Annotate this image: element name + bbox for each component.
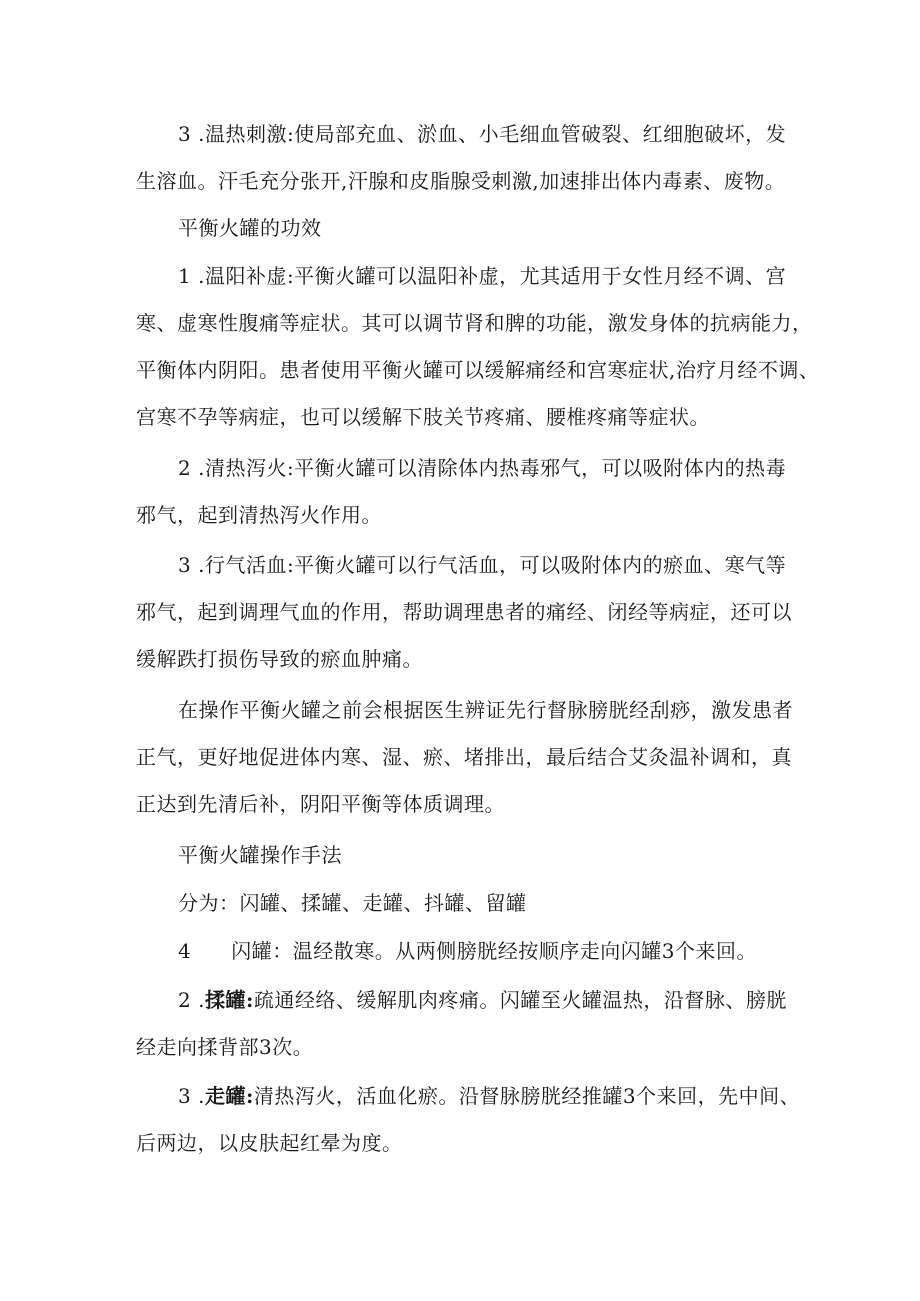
text-line: 平衡体内阴阳。患者使用平衡火罐可以缓解痛经和宫寒症状,治疗月经不调、 <box>136 358 820 382</box>
text-line: 正气，更好地促进体内寒、湿、瘀、堵排出，最后结合艾灸温补调和，真 <box>136 745 792 769</box>
item-number: 4 <box>178 939 192 963</box>
text-line: 宫寒不孕等病症，也可以缓解下肢关节疼痛、腰椎疼痛等症状。 <box>136 405 710 429</box>
item-prefix: 3 . <box>178 1084 205 1108</box>
item-term: 揉罐: <box>204 988 254 1012</box>
paragraph-warm-yang <box>136 253 820 441</box>
text-line: 2 .清热泻火:平衡火罐可以清除体内热毒邪气，可以吸附体内的热毒 <box>178 456 787 480</box>
text-line: 1 .温阳补虚:平衡火罐可以温阳补虚，尤其适用于女性月经不调、宫 <box>178 264 787 288</box>
section-heading-effects <box>136 205 796 252</box>
item-text: 闪罐：温经散寒。从两侧膀胱经按顺序走向闪罐3个来回。 <box>231 939 757 963</box>
text-line: 在操作平衡火罐之前会根据医生辨证先行督脉膀胱经刮痧，激发患者 <box>178 698 793 722</box>
text-line: 邪气，起到清热泻火作用。 <box>136 503 382 527</box>
paragraph-flash-cupping <box>136 928 796 975</box>
text-line: 寒、虚寒性腹痛等症状。其可以调节肾和脾的功能，激发身体的抗病能力， <box>136 311 813 335</box>
paragraph-kneading-cupping <box>136 977 796 1071</box>
paragraph-clear-heat <box>136 445 796 539</box>
paragraph-move-qi <box>136 542 796 683</box>
text-line <box>136 1073 801 1120</box>
item-text: 清热泻火，活血化瘀。沿督脉膀胱经推罐3个来回，先中间、 <box>253 1084 801 1108</box>
item-prefix: 2 . <box>178 988 205 1012</box>
item-text: 疏通经络、缓解肌肉疼痛。闪罐至火罐温热，沿督脉、膀胱 <box>253 988 787 1012</box>
text-line: 平衡火罐的功效 <box>178 216 322 240</box>
text-line: 正达到先清后补，阴阳平衡等体质调理。 <box>136 792 505 816</box>
paragraph-warm-stimulation <box>136 111 796 205</box>
paragraph-before-operation <box>136 687 796 828</box>
item-term: 走罐: <box>204 1084 254 1108</box>
text-line: 分为：闪罐、揉罐、走罐、抖罐、留罐 <box>178 891 527 915</box>
paragraph-moving-cupping <box>136 1073 801 1167</box>
text-line: 邪气，起到调理气血的作用，帮助调理患者的痛经、闭经等病症，还可以 <box>136 600 792 624</box>
text-line <box>136 977 796 1024</box>
text-line: 后两边，以皮肤起红晕为度。 <box>136 1131 403 1155</box>
text-line: 平衡火罐操作手法 <box>178 843 342 867</box>
text-line: 3 .行气活血:平衡火罐可以行气活血，可以吸附体内的瘀血、寒气等 <box>178 553 787 577</box>
text-line <box>136 928 796 975</box>
text-line: 缓解跌打损伤导致的瘀血肿痛。 <box>136 647 423 671</box>
text-line: 经走向揉背部3次。 <box>136 1035 314 1059</box>
text-line: 生溶血。汗毛充分张开,汗腺和皮脂腺受刺激,加速排出体内毒素、废物。 <box>136 169 786 193</box>
section-heading-techniques <box>136 832 796 879</box>
paragraph-categories <box>136 880 796 927</box>
text-line: 3 .温热刺激:使局部充血、淤血、小毛细血管破裂、红细胞破坏，发 <box>178 122 787 146</box>
